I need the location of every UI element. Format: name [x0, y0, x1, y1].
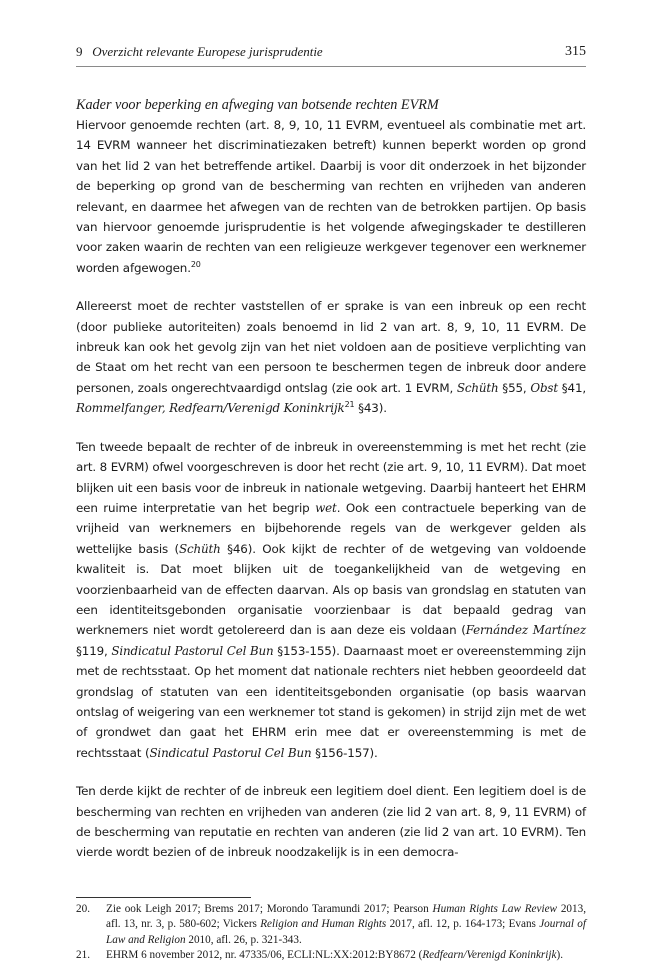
paragraph-text: Hiervoor genoemde rechten (art. 8, 9, 10, 11 EVRM, eventueel als combinatie met art. 14 EVRM wanneer het discriminatiezaken betreft) kunnen beperkt worden op grond van het lid 2 van het betreffende artikel. Daarbij is voor dit onderzoek in het bijzonder de beperking op grond van de bescherming van rechten en vrijheden van anderen relevant, en daarmee het afwegen van de rechten van de betrokken partijen. Op basis van hiervoor genoemde jurisprudentie is het volgende afwegingskader te destilleren voor zaken waarin de rechten van een religieuze werkgever tegenover een werknemer worden afgewogen. — [76, 118, 586, 275]
paragraph-text: §55, — [498, 380, 531, 395]
case-citation: Redfearn/Verenigd Koninkrijk — [422, 949, 557, 962]
paragraph-text: §156-157). — [311, 745, 378, 760]
paragraph-text: §153-155). Daarnaast moet er overeenstemming zijn met de rechtsstaat. Op het moment dat nationale rechters niet hebben geoordeeld dat grondslag of statuten van een identiteitsgebonden organisatie (op basis waarvan ontslag of weigering van een werknemer tot stand is gekomen) in strijd zijn met de wet of grondwet dan gaat het EHRM erin mee dat er overeenstemming is met de rechtsstaat ( — [76, 643, 587, 760]
paragraph-text: Ten tweede bepaalt de rechter of de inbreuk in overeenstemming is met het recht (zie art. 8 EVRM) ofwel voorgeschreven is door het recht (zie art. 9, 10, 11 EVRM). Dat moet blijken uit een basis voor de inbreuk in nationale wetgeving. Daarbij hanteert het EHRM een ruime interpretatie van het begrip — [76, 439, 586, 515]
chapter-title: Overzicht relevante Europese jurisprudentie — [92, 44, 323, 59]
footnote-21 — [76, 948, 586, 964]
footnote-text: Zie ook Leigh 2017; Brems 2017; Morondo Taramundi 2017; Pearson — [106, 902, 433, 915]
page-number: 315 — [565, 44, 586, 59]
journal-title: Journal of Law and Religion — [106, 918, 586, 946]
paragraph-text: §41, — [557, 380, 587, 395]
footnote-text: 2017, afl. 12, p. 164-173; Evans — [386, 918, 540, 931]
footnote-ref-20[interactable]: 20 — [190, 259, 201, 269]
case-citation: Obst — [530, 380, 558, 395]
paragraph-1 — [76, 115, 586, 278]
case-citation: Rommelfanger, Redfearn/Verenigd Koninkrijk — [76, 401, 345, 416]
chapter-heading — [76, 44, 323, 60]
footnote-20 — [76, 902, 586, 949]
case-citation: Fernández Martínez — [465, 623, 586, 638]
footnotes — [76, 902, 586, 964]
footnote-separator — [76, 897, 251, 898]
case-citation: Schüth — [456, 380, 499, 395]
running-header — [76, 44, 586, 67]
footnote-text: EHRM 6 november 2012, nr. 47335/06, ECLI:NL:XX:2012:BY8672 ( — [106, 949, 423, 962]
case-citation: Sindicatul Pastorul Cel Bun — [149, 745, 312, 760]
paragraph-text: §43). — [354, 401, 387, 416]
footnote-text: ). — [556, 949, 563, 962]
footnote-number: 20. — [76, 902, 90, 915]
journal-title: Religion and Human Rights — [260, 918, 387, 931]
case-citation: Sindicatul Pastorul Cel Bun — [111, 643, 274, 658]
paragraph-text: §119, — [76, 643, 112, 658]
paragraph-text: . Ook een contractuele beperking van de vrijheid van werknemers en bijbehorende regels van de werkgever gelden als wettelijke basis ( — [76, 500, 587, 556]
footnote-text: 2013, afl. 13, nr. 3, p. 580-602; Vickers — [106, 902, 586, 931]
document-page — [76, 44, 586, 964]
paragraph-text: Ten derde kijkt de rechter of de inbreuk een legitiem doel dient. Een legitiem doel is de bescherming van rechten en vrijheden van anderen (zie lid 2 van art. 8, 9, 11 EVRM) of de bescherming van reputatie en rechten van anderen (zie lid 2 van art. 10 EVRM). Ten vierde wordt bezien of de inbreuk noodzakelijk is in een democra- — [76, 784, 586, 860]
journal-title: Human Rights Law Review — [432, 902, 558, 915]
paragraph-3 — [76, 437, 586, 764]
chapter-number: 9 — [76, 44, 83, 59]
emphasis-term: wet — [315, 500, 337, 515]
paragraph-2 — [76, 296, 586, 418]
paragraph-text: §46). Ook kijkt de rechter of de wetgeving van voldoende kwaliteit is. Dat moet blijken uit de toegankelijkheid van de wetgeving en voorzienbaarheid van de effecten daarvan. Als op basis van grondslag en statuten van een identiteitsgebonden organisatie voorzienbaar is dat bepaald gedrag van werknemers niet wordt getolereerd dan is aan deze eis voldaan ( — [76, 541, 586, 638]
paragraph-text: Allereerst moet de rechter vaststellen of er sprake is van een inbreuk op een recht (door publieke autoriteiten) zoals benoemd in lid 2 van art. 8, 9, 10, 11 EVRM. De inbreuk kan ook het gevolg zijn van het niet voldoen aan de positieve verplichting van de Staat om het recht van een persoon te beschermen tegen de inbreuk door andere personen, zoals ongerechtvaardigd ontslag (zie ook art. 1 EVRM, — [76, 299, 586, 395]
footnote-number: 21. — [76, 949, 90, 962]
section-title: Kader voor beperking en afweging van botsende rechten EVRM — [76, 97, 439, 113]
paragraph-4 — [76, 781, 586, 863]
footnote-ref-21[interactable]: 21 — [344, 400, 355, 410]
case-citation: Schüth — [178, 541, 221, 556]
footnote-text: 2010, afl. 26, p. 321-343. — [185, 933, 302, 946]
